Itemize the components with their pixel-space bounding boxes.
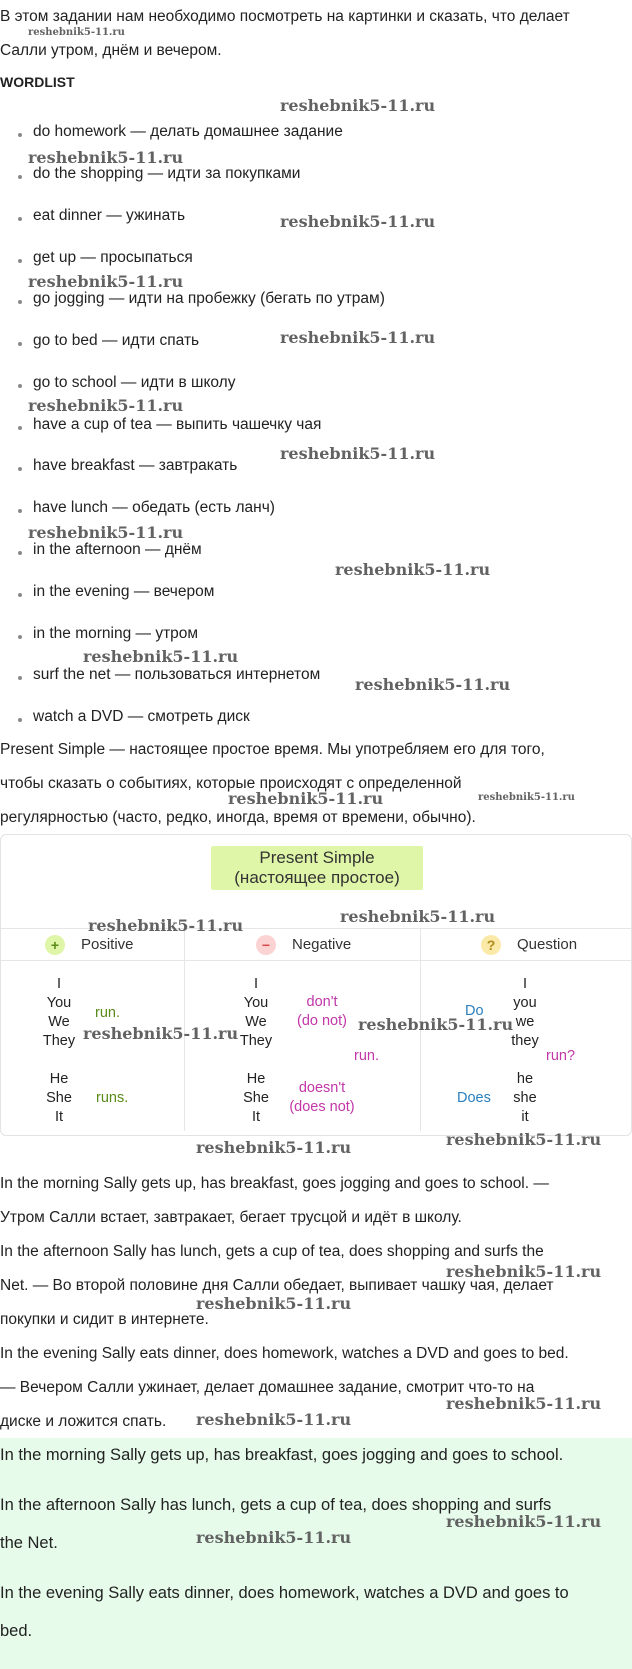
- explanation-line-2: чтобы сказать о событиях, которые происходят с определенной: [0, 775, 462, 792]
- answer-line-2: In the afternoon Sally has lunch, gets a cup of tea, does shopping and surfs: [0, 1496, 552, 1514]
- negative-aux-dont: don't: [306, 994, 338, 1010]
- negative-aux-does-not: (does not): [289, 1099, 355, 1115]
- watermark: reshebnik5-11.ru: [446, 1262, 602, 1281]
- watermark: reshebnik5-11.ru: [28, 523, 184, 542]
- translation-line-6: In the evening Sally eats dinner, does homework, watches a DVD and goes to bed.: [0, 1345, 569, 1362]
- list-item: go to bed — идти спать: [33, 332, 200, 349]
- list-item: eat dinner — ужинать: [33, 207, 186, 224]
- watermark: reshebnik5-11.ru: [280, 328, 436, 347]
- table-title-line-2: (настоящее простое): [234, 868, 400, 887]
- watermark: reshebnik5-11.ru: [28, 272, 184, 291]
- bullet-icon: [18, 175, 22, 179]
- watermark: reshebnik5-11.ru: [280, 212, 436, 231]
- negative-pronouns-plural: I You We They: [239, 976, 273, 1049]
- watermark: reshebnik5-11.ru: [28, 148, 184, 167]
- table-title-line-1: Present Simple: [259, 848, 375, 867]
- list-item: do the shopping — идти за покупками: [33, 165, 301, 182]
- plus-icon: +: [45, 935, 65, 955]
- watermark: reshebnik5-11.ru: [280, 96, 436, 115]
- positive-pronouns-plural: I You We They: [42, 976, 76, 1049]
- list-item: have lunch — обедать (есть ланч): [33, 499, 275, 516]
- negative-aux-doesnt: doesn't: [298, 1080, 346, 1096]
- question-pronouns-plural: I you we they: [511, 976, 539, 1049]
- watermark: reshebnik5-11.ru: [446, 1130, 602, 1149]
- list-item: do homework — делать домашнее задание: [33, 123, 343, 140]
- question-aux-do: Do: [465, 1003, 484, 1019]
- present-simple-table: [0, 834, 632, 1136]
- list-item: go jogging — идти на пробежку (бегать по утрам): [33, 290, 385, 307]
- bullet-icon: [18, 217, 22, 221]
- question-icon: ?: [481, 935, 501, 955]
- watermark: reshebnik5-11.ru: [280, 444, 436, 463]
- answer-line-3: the Net.: [0, 1534, 58, 1552]
- question-verb: run?: [546, 1048, 576, 1064]
- list-item: in the afternoon — днём: [33, 541, 202, 558]
- watermark: reshebnik5-11.ru: [28, 27, 125, 38]
- table-title: [211, 846, 423, 890]
- translation-line-1: In the morning Sally gets up, has breakfast, goes jogging and goes to school. —: [0, 1175, 549, 1192]
- bullet-icon: [18, 551, 22, 555]
- list-item: have breakfast — завтракать: [33, 457, 238, 474]
- bullet-icon: [18, 509, 22, 513]
- list-item: watch a DVD — смотреть диск: [33, 708, 250, 725]
- watermark: reshebnik5-11.ru: [355, 675, 511, 694]
- positive-verb: run.: [95, 1005, 120, 1021]
- list-item: in the evening — вечером: [33, 583, 215, 600]
- bullet-icon: [18, 635, 22, 639]
- divider: [1, 960, 631, 961]
- watermark: reshebnik5-11.ru: [446, 1394, 602, 1413]
- bullet-icon: [18, 384, 22, 388]
- translation-line-8: диске и ложится спать.: [0, 1413, 167, 1430]
- list-item: in the morning — утром: [33, 625, 199, 642]
- bullet-icon: [18, 676, 22, 680]
- question-aux-does: Does: [457, 1090, 491, 1106]
- watermark: reshebnik5-11.ru: [335, 560, 491, 579]
- answer-line-5: bed.: [0, 1622, 33, 1640]
- intro-line-1: В этом задании нам необходимо посмотреть на картинки и сказать, что делает: [0, 8, 570, 25]
- watermark: reshebnik5-11.ru: [88, 916, 244, 935]
- watermark: reshebnik5-11.ru: [478, 792, 575, 803]
- explanation-line-1: Present Simple — настоящее простое время. Мы употребляем его для того,: [0, 741, 545, 758]
- answer-line-4: In the evening Sally eats dinner, does homework, watches a DVD and goes to: [0, 1584, 569, 1602]
- intro-line-2: Салли утром, днём и вечером.: [0, 42, 222, 59]
- watermark: reshebnik5-11.ru: [358, 1015, 514, 1034]
- watermark: reshebnik5-11.ru: [196, 1294, 352, 1313]
- translation-line-7: — Вечером Салли ужинает, делает домашнее задание, смотрит что-то на: [0, 1379, 535, 1396]
- bullet-icon: [18, 342, 22, 346]
- bullet-icon: [18, 259, 22, 263]
- answer-block: [0, 1438, 632, 1669]
- answer-line-1: In the morning Sally gets up, has breakfast, goes jogging and goes to school.: [0, 1446, 564, 1464]
- positive-header: Positive: [81, 936, 134, 953]
- watermark: reshebnik5-11.ru: [446, 1512, 602, 1531]
- bullet-icon: [18, 300, 22, 304]
- watermark: reshebnik5-11.ru: [196, 1410, 352, 1429]
- positive-verb-s: runs.: [96, 1090, 129, 1106]
- watermark: reshebnik5-11.ru: [340, 907, 496, 926]
- negative-aux-do-not: (do not): [297, 1013, 347, 1029]
- translation-line-3: In the afternoon Sally has lunch, gets a cup of tea, does shopping and surfs the: [0, 1243, 544, 1260]
- bullet-icon: [18, 133, 22, 137]
- question-pronouns-singular: he she it: [513, 1071, 537, 1125]
- watermark: reshebnik5-11.ru: [83, 647, 239, 666]
- watermark: reshebnik5-11.ru: [228, 789, 384, 808]
- translation-line-4: Net. — Во второй половине дня Салли обедает, выпивает чашку чая, делает: [0, 1277, 554, 1294]
- translation-line-5: покупки и сидит в интернете.: [0, 1311, 209, 1328]
- watermark: reshebnik5-11.ru: [83, 1024, 239, 1043]
- question-header: Question: [517, 936, 578, 953]
- negative-verb: run.: [354, 1048, 379, 1064]
- bullet-icon: [18, 593, 22, 597]
- translation-line-2: Утром Салли встает, завтракает, бегает трусцой и идёт в школу.: [0, 1209, 462, 1226]
- watermark: reshebnik5-11.ru: [196, 1528, 352, 1547]
- bullet-icon: [18, 718, 22, 722]
- minus-icon: −: [256, 935, 276, 955]
- negative-pronouns-singular: He She It: [243, 1071, 269, 1125]
- watermark: reshebnik5-11.ru: [196, 1138, 352, 1157]
- explanation-line-3: регулярностью (часто, редко, иногда, время от времени, обычно).: [0, 809, 476, 826]
- list-item: surf the net — пользоваться интернетом: [33, 666, 321, 683]
- watermark: reshebnik5-11.ru: [28, 396, 184, 415]
- bullet-icon: [18, 467, 22, 471]
- bullet-icon: [18, 426, 22, 430]
- wordlist-heading: WORDLIST: [0, 74, 75, 90]
- positive-pronouns-singular: He She It: [46, 1071, 72, 1125]
- list-item: go to school — идти в школу: [33, 374, 236, 391]
- negative-header: Negative: [292, 936, 352, 953]
- list-item: have a cup of tea — выпить чашечку чая: [33, 416, 322, 433]
- list-item: get up — просыпаться: [33, 249, 193, 266]
